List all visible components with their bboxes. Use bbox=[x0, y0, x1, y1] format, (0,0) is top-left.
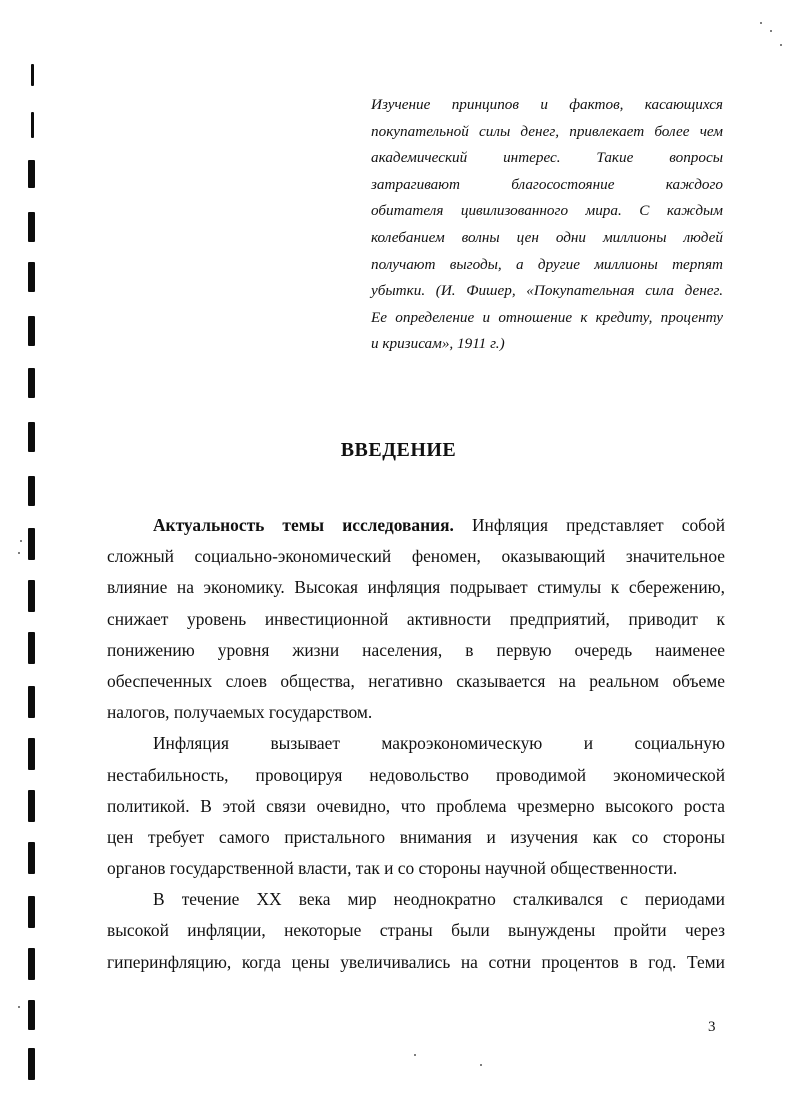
binding-mark bbox=[28, 368, 35, 398]
epigraph-line: покупательной силы денег, привлекает более чем bbox=[371, 122, 723, 140]
scan-speck bbox=[760, 22, 762, 24]
binding-mark bbox=[28, 896, 35, 928]
paragraph-line: влияние на экономику. Высокая инфляция подрывает стимулы к сбережению, bbox=[107, 577, 725, 598]
paragraph-line: сложный социально-экономический феномен, оказывающий значительное bbox=[107, 546, 725, 567]
paragraph-instability bbox=[107, 728, 725, 884]
lead-continuation: Инфляция представляет собой bbox=[453, 515, 725, 535]
binding-mark bbox=[31, 64, 34, 86]
scan-speck bbox=[770, 30, 772, 32]
page-number: 3 bbox=[708, 1019, 716, 1035]
paragraph-line: обеспеченных слоев общества, негативно сказывается на реальном объеме bbox=[107, 670, 725, 691]
paragraph-twentieth-century bbox=[107, 884, 725, 978]
binding-mark bbox=[28, 1048, 35, 1080]
scan-speck bbox=[20, 540, 22, 542]
epigraph-line: Изучение принципов и фактов, касающихся bbox=[371, 96, 723, 113]
epigraph-line: убытки. (И. Фишер, «Покупательная сила денег. bbox=[371, 282, 723, 300]
binding-mark bbox=[28, 212, 35, 242]
binding-mark bbox=[28, 316, 35, 346]
scan-speck bbox=[18, 1006, 20, 1008]
binding-mark bbox=[28, 738, 35, 770]
binding-mark bbox=[28, 262, 35, 292]
paragraph-relevance bbox=[107, 510, 725, 728]
paragraph-line: Инфляция вызывает макроэкономическую и социальную bbox=[153, 733, 725, 754]
binding-mark bbox=[28, 476, 35, 506]
paragraph-line: органов государственной власти, так и со стороны научной общественности. bbox=[107, 858, 678, 879]
epigraph-line: обитателя цивилизованного мира. С каждым bbox=[371, 202, 723, 220]
scan-speck bbox=[18, 552, 20, 554]
binding-mark bbox=[28, 686, 35, 718]
paragraph-line: высокой инфляции, некоторые страны были вынуждены пройти через bbox=[107, 920, 725, 941]
binding-mark bbox=[31, 112, 34, 138]
paragraph-line bbox=[107, 510, 725, 541]
body-text bbox=[107, 510, 725, 978]
paragraph-line: налогов, получаемых государством. bbox=[107, 702, 373, 723]
epigraph-line: и кризисам», 1911 г.) bbox=[371, 335, 505, 353]
paragraph-line: В течение XX века мир неоднократно сталкивался с периодами bbox=[153, 889, 725, 910]
paragraph-line: нестабильность, провоцируя недовольство проводимой экономической bbox=[107, 764, 725, 785]
lead-phrase: Актуальность темы исследования. bbox=[153, 515, 454, 535]
epigraph-line: затрагивают благосостояние каждого bbox=[371, 175, 723, 193]
epigraph-line: академический интерес. Такие вопросы bbox=[371, 149, 723, 167]
scan-speck bbox=[414, 1054, 416, 1056]
epigraph-line: колебанием волны цен одни миллионы людей bbox=[371, 228, 723, 246]
paragraph-line: понижению уровня жизни населения, в первую очередь наименее bbox=[107, 639, 725, 660]
paragraph-line: цен требует самого пристального внимания и изучения как со стороны bbox=[107, 826, 725, 847]
scan-speck bbox=[780, 44, 782, 46]
paragraph-line: политикой. В этой связи очевидно, что проблема чрезмерно высокого роста bbox=[107, 795, 725, 816]
paragraph-line: гиперинфляцию, когда цены увеличивались на сотни процентов в год. Теми bbox=[107, 951, 725, 972]
epigraph-line: получают выгоды, а другие миллионы терпят bbox=[371, 255, 723, 273]
scan-speck bbox=[480, 1064, 482, 1066]
binding-mark bbox=[28, 948, 35, 980]
binding-mark bbox=[28, 160, 35, 188]
binding-mark bbox=[28, 1000, 35, 1030]
epigraph-line: Ее определение и отношение к кредиту, проценту bbox=[371, 308, 723, 326]
epigraph bbox=[371, 92, 723, 358]
section-heading: ВВЕДЕНИЕ bbox=[340, 439, 457, 461]
binding-mark bbox=[28, 580, 35, 612]
binding-mark bbox=[28, 528, 35, 560]
paragraph-line: снижает уровень инвестиционной активности предприятий, приводит к bbox=[107, 608, 725, 629]
binding-mark bbox=[28, 632, 35, 664]
binding-mark bbox=[28, 790, 35, 822]
binding-mark bbox=[28, 842, 35, 874]
